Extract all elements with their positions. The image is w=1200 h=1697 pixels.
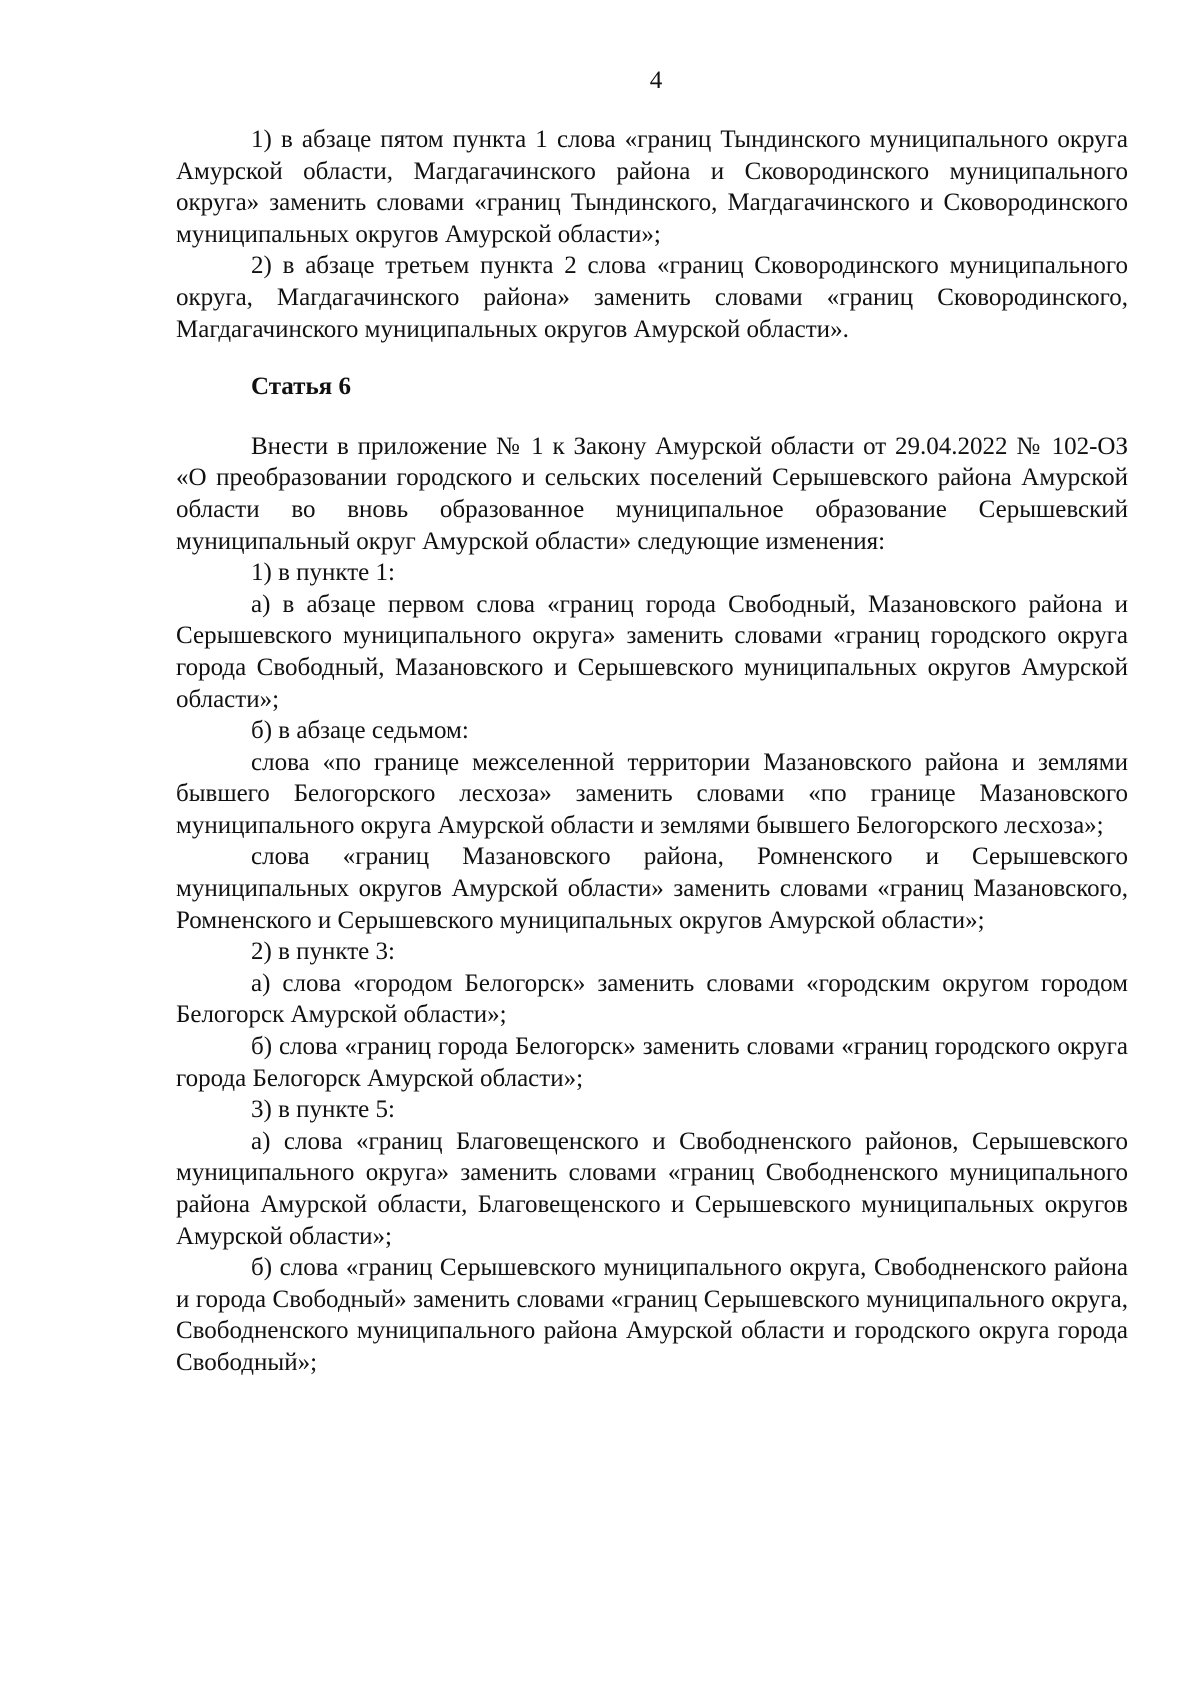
list-item: б) слова «границ Серышевского муниципального округа, Свободненского района и города Свободный» заменить словами «границ Серышевского муниципального округа, Свободненского муниципального района Амурской области и городского округа города Свободный»; — [176, 1254, 1128, 1376]
list-item: а) в абзаце первом слова «границ города Свободный, Мазановского района и Серышевского муниципального округа» заменить словами «границ городского округа города Свободный, Мазановского и Серышевского муниципальных округов Амурской области»; — [176, 590, 1128, 713]
list-item: б) в абзаце седьмом: — [251, 717, 469, 745]
amendment-paragraph: 2) в абзаце третьем пункта 2 слова «границ Сковородинского муниципального округа, Магдагачинского района» заменить словами «границ Сковородинского, Магдагачинского муниципальных округов Амурской области». — [176, 252, 1128, 343]
list-item: а) слова «городом Белогорск» заменить словами «городским округом городом Белогорск Амурской области»; — [176, 969, 1128, 1029]
list-item: 3) в пункте 5: — [251, 1096, 395, 1124]
section-title: Статья 6 — [251, 373, 351, 401]
page-number: 4 — [649, 67, 663, 94]
list-item: слова «по границе межселенной территории Мазановского района и землями бывшего Белогорского лесхоза» заменить словами «по границе Мазановского муниципального округа Амурской области и землями бывшего Белогорского лесхоза»; — [176, 748, 1128, 839]
list-item: слова «границ Мазановского района, Ромненского и Серышевского муниципальных округов Амурской области» заменить словами «границ Мазановского, Ромненского и Серышевского муниципальных округов Амурской области»; — [176, 843, 1128, 934]
amendment-paragraph: 1) в абзаце пятом пункта 1 слова «границ Тындинского муниципального округа Амурской области, Магдагачинского района и Сковородинского муниципального округа» заменить словами «границ Тындинского, Магдагачинского и Сковородинского муниципальных округов Амурской области»; — [176, 126, 1128, 248]
list-item: а) слова «границ Благовещенского и Свободненского районов, Серышевского муниципального округа» заменить словами «границ Свободненского муниципального района Амурской области, Благовещенского и Серышевского муниципальных округов Амурской области»; — [176, 1127, 1128, 1250]
intro-paragraph: Внести в приложение № 1 к Закону Амурской области от 29.04.2022 № 102-ОЗ «О преобразовании городского и сельских поселений Серышевского района Амурской области во вновь образованное муниципальное образование Серышевский муниципальный округ Амурской области» следующие изменения: — [176, 432, 1128, 555]
document-body — [176, 124, 1128, 1379]
list-item: 2) в пункте 3: — [251, 938, 395, 966]
list-item: 1) в пункте 1: — [251, 559, 395, 587]
list-item: б) слова «границ города Белогорск» заменить словами «границ городского округа города Белогорск Амурской области»; — [176, 1033, 1128, 1092]
